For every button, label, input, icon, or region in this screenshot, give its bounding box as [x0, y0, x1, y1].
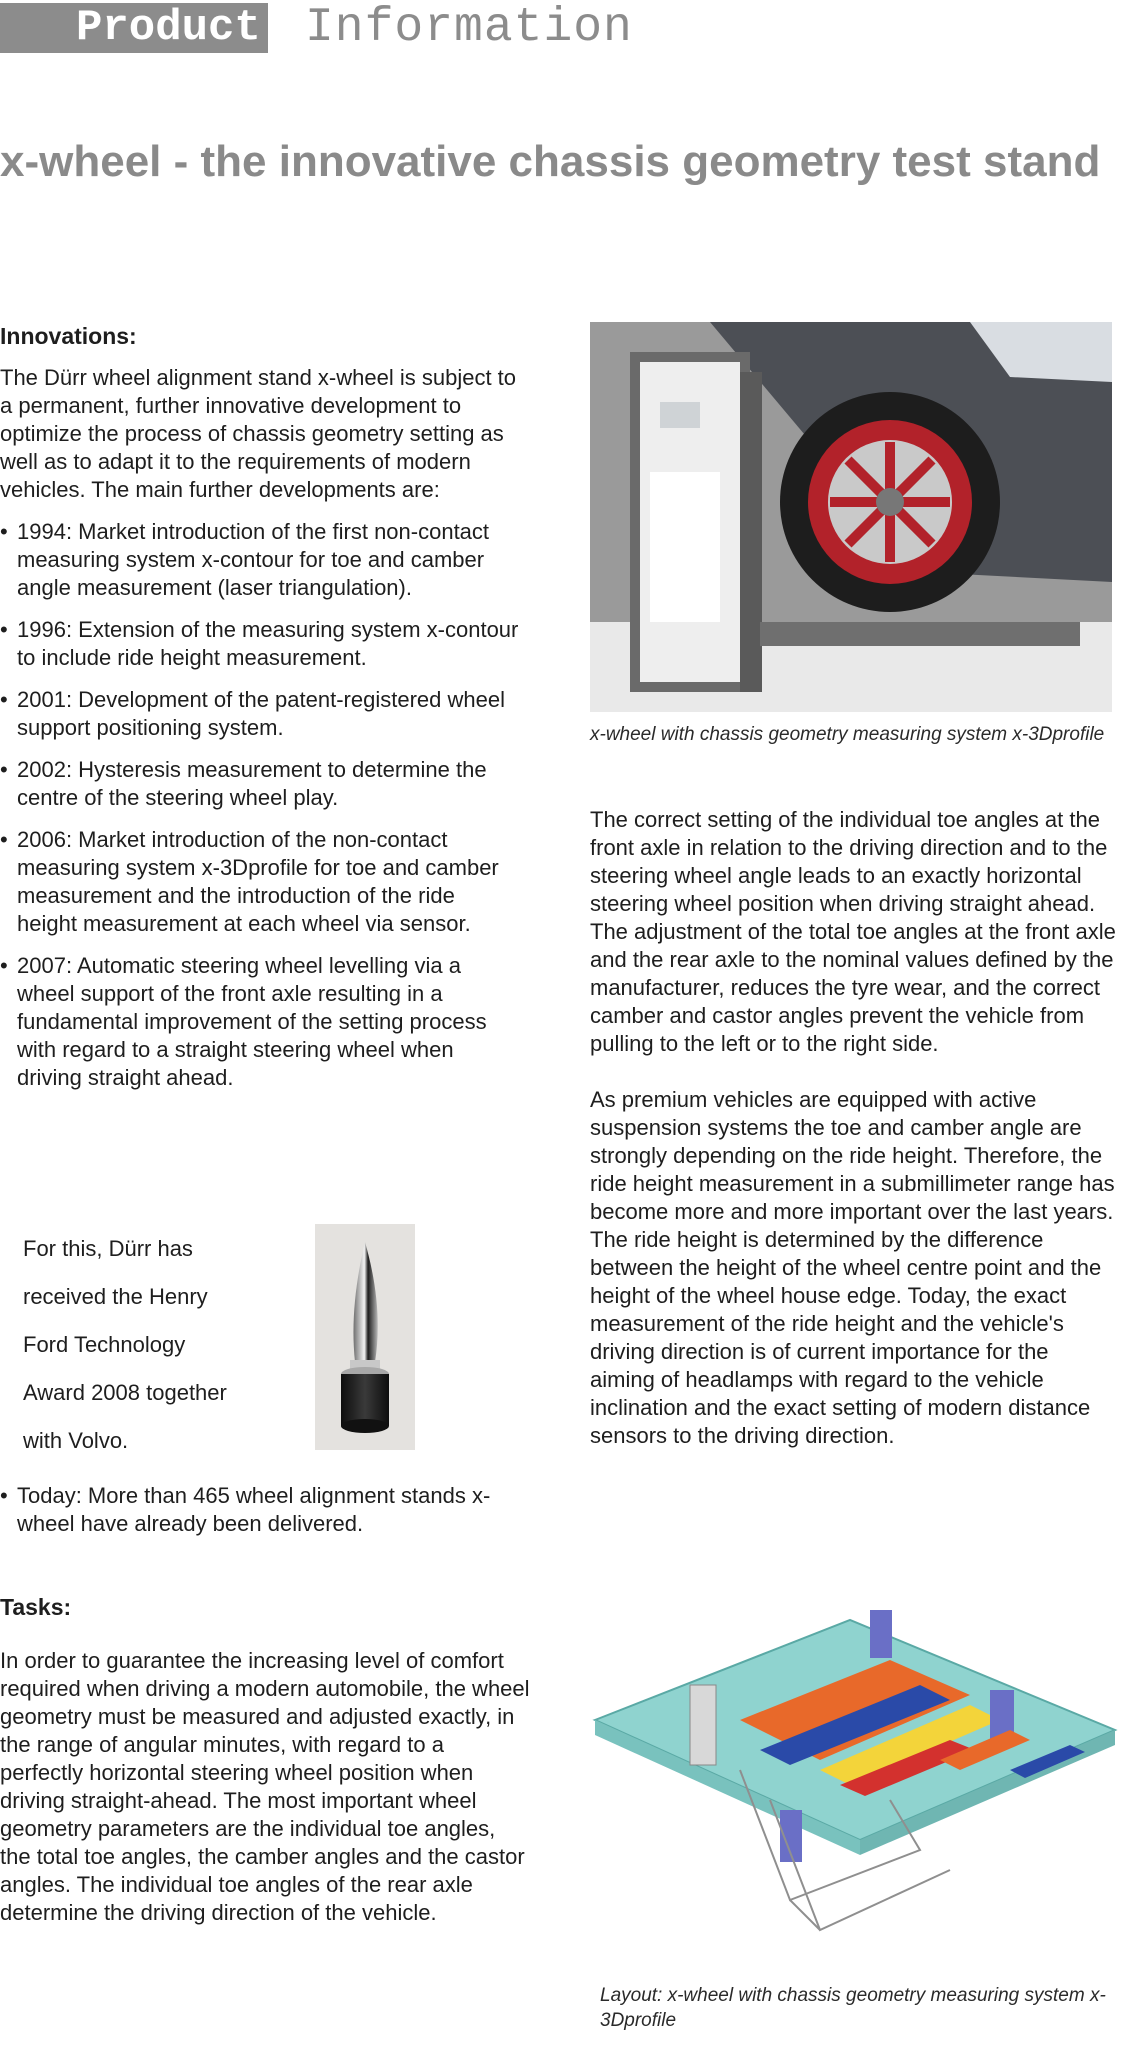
photo-caption: x-wheel with chassis geometry measuring system x-3Dprofile	[590, 724, 1105, 745]
innovations-list	[0, 518, 520, 1092]
list-item: • 1994: Market introduction of the first non-contact measuring system x-contour for toe and camber angle measurement (laser triangulation).	[0, 518, 520, 602]
award-line: with Volvo.	[23, 1428, 129, 1453]
layout-illustration	[590, 1600, 1120, 1970]
list-item: • 1996: Extension of the measuring system x-contour to include ride height measurement.	[0, 616, 520, 672]
award-line: Award 2008 together	[23, 1380, 227, 1405]
innovations-section	[0, 322, 540, 1106]
today-list	[0, 1482, 530, 1552]
innovations-heading: Innovations:	[0, 323, 137, 349]
tasks-heading: Tasks:	[0, 1594, 72, 1620]
tasks-section	[0, 1593, 540, 1927]
list-item: • Today: More than 465 wheel alignment stands x-wheel have already been delivered.	[0, 1482, 530, 1538]
right-text	[590, 806, 1118, 1450]
list-item: • 2006: Market introduction of the non-contact measuring system x-3Dprofile for toe and camber measurement and the introduction of the ride height measurement at each wheel via sensor.	[0, 826, 520, 938]
award-line: Ford Technology	[23, 1332, 186, 1357]
page-title: x-wheel - the innovative chassis geometry test stand	[0, 137, 1101, 186]
award-line: received the Henry	[23, 1284, 208, 1309]
test-stand-layout-icon	[590, 1600, 1120, 1970]
header-tag: Product	[0, 3, 268, 53]
right-paragraph-2: As premium vehicles are equipped with active suspension systems the toe and camber angle are strongly depending on the ride height. Therefore, the ride height measurement in a submillimeter range has become more and more important over the last years. The ride height is determined by the difference between the height of the wheel centre point and the height of the wheel house edge. Today, the exact measurement of the ride height and the vehicle's driving direction is of current importance for the aiming of headlamps with regard to the vehicle inclination and the exact setting of modern distance sensors to the driving direction.	[590, 1087, 1115, 1448]
list-item: • 2002: Hysteresis measurement to determine the centre of the steering wheel play.	[0, 756, 520, 812]
list-item: • 2001: Development of the patent-registered wheel support positioning system.	[0, 686, 520, 742]
tasks-text: In order to guarantee the increasing level of comfort required when driving a modern automobile, the wheel geometry must be measured and adjusted exactly, in the range of angular minutes, with regard to a perfectly horizontal steering wheel position when driving straight-ahead. The most important wheel geometry parameters are the individual toe angles, the total toe angles, the camber angles and the castor angles. The individual toe angles of the rear axle determine the driving direction of the vehicle.	[0, 1648, 530, 1925]
header	[0, 3, 1123, 53]
right-paragraph-1: The correct setting of the individual toe angles at the front axle in relation to the driving direction and to the steering wheel angle leads to an exactly horizontal steering wheel position when driving straight ahead. The adjustment of the total toe angles at the front axle and the rear axle to the nominal values defined by the manufacturer, reduces the tyre wear, and the correct camber and castor angles prevent the vehicle from pulling to the left or to the right side.	[590, 807, 1116, 1056]
award-trophy-image	[315, 1224, 415, 1450]
car-wheel-icon	[590, 322, 1112, 712]
layout-caption: Layout: x-wheel with chassis geometry measuring system x-3Dprofile	[600, 1985, 1106, 2031]
award-line: For this, Dürr has	[23, 1236, 193, 1261]
list-item: • 2007: Automatic steering wheel levelling via a wheel support of the front axle resulting in a fundamental improvement of the setting process with regard to a straight steering wheel when driving straight ahead.	[0, 952, 520, 1092]
award-text	[23, 1225, 293, 1465]
innovations-intro: The Dürr wheel alignment stand x-wheel is subject to a permanent, further innovative development to optimize the process of chassis geometry setting as well as to adapt it to the requirements of modern vehicles. The main further developments are:	[0, 365, 517, 502]
x-wheel-photo	[590, 322, 1112, 712]
header-label: Information	[305, 1, 633, 55]
trophy-icon	[315, 1224, 415, 1450]
